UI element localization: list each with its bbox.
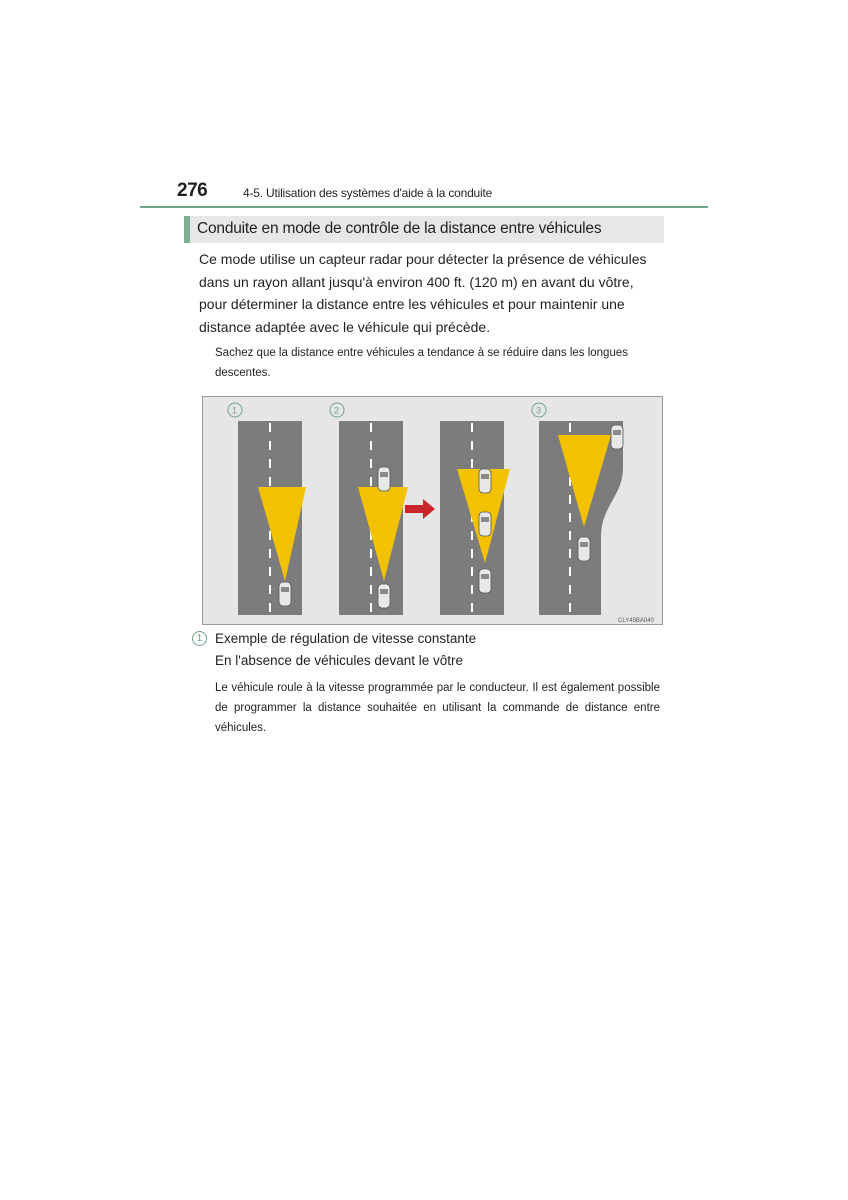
own-car-2	[378, 584, 390, 608]
figure-label-1	[228, 403, 242, 417]
figure-label-3-text: 3	[536, 405, 542, 416]
radar-figure	[202, 396, 663, 625]
road-panel-4	[539, 421, 623, 615]
own-car-4	[578, 537, 590, 561]
page-number: 276	[177, 180, 208, 201]
caption-subtitle: En l'absence de véhicules devant le vôtre	[215, 653, 463, 668]
header-rule	[140, 206, 708, 208]
road-panel-2	[339, 421, 408, 615]
section-title: Conduite en mode de contrôle de la distance entre véhicules	[197, 220, 602, 237]
road-panel-1	[238, 421, 306, 615]
lead-car-3b	[479, 512, 491, 536]
caption-title: Exemple de régulation de vitesse constante	[215, 631, 477, 646]
lead-car-2	[378, 467, 390, 491]
caption-description: Le véhicule roule à la vitesse programmée par le conducteur. Il est également possible de programmer la distance souhaitée en utilisant la commande de distance entre véhicules.	[215, 682, 660, 734]
section-bar-accent	[184, 216, 190, 243]
figure-code: CLY45BA040	[618, 618, 654, 624]
downhill-note: Sachez que la distance entre véhicules a tendance à se réduire dans les longues descentes.	[215, 347, 628, 379]
own-car-1	[279, 582, 291, 606]
lead-car-3a	[479, 469, 491, 493]
caption-number: 1	[192, 631, 207, 646]
own-car-3	[479, 569, 491, 593]
transition-arrow	[405, 499, 435, 519]
chapter-title: 4-5. Utilisation des systèmes d'aide à la conduite	[243, 186, 493, 200]
body-paragraph: Ce mode utilise un capteur radar pour détecter la présence de véhicules dans un rayon allant jusqu'à environ 400 ft. (120 m) en avant du vôtre, pour déterminer la distance entre les véhicules et pour maintenir une distance adaptée avec le véhicule qui précède.	[199, 251, 647, 335]
figure-label-3	[532, 403, 546, 417]
figure-label-1-text: 1	[232, 405, 238, 416]
radar-diagram	[203, 397, 664, 626]
figure-label-2	[330, 403, 344, 417]
road-panel-3	[440, 421, 510, 615]
figure-label-2-text: 2	[334, 405, 340, 416]
section-bar	[184, 216, 664, 243]
merging-car-4	[611, 425, 623, 449]
